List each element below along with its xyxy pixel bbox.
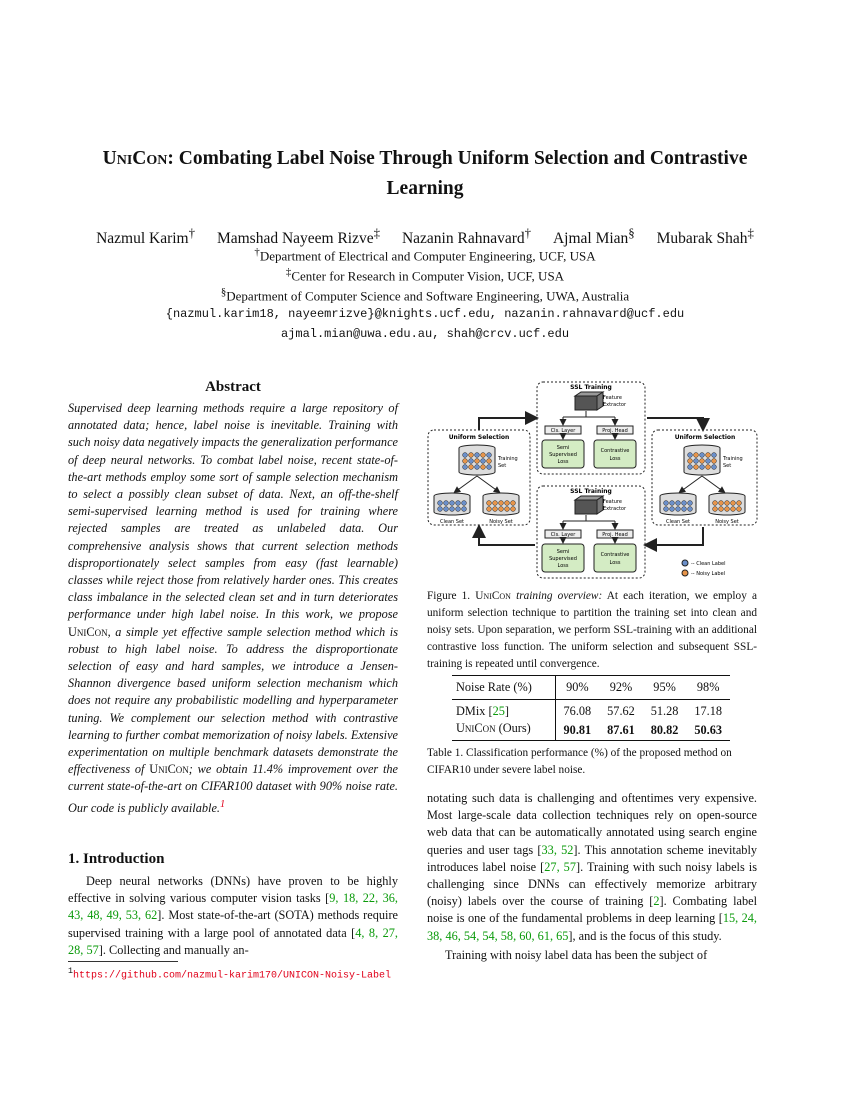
feature-extractor-icon — [575, 496, 603, 514]
sample-dot — [688, 501, 693, 506]
sample-dot — [694, 459, 699, 464]
intro-heading: 1. Introduction — [68, 851, 165, 867]
sample-dot — [456, 507, 461, 512]
fe-label-1: Feature — [603, 395, 622, 401]
intro-body: Deep neural networks (DNNs) have proven to be highly effective in solving various computer vision tasks [9, 18, 22, 36, 43, 48, 49, 53, 62]. Most state-of-the-art (SOTA) methods require supervised training with a large pool of annotated data [4, 8, 27, 28, 57]. Collecting and manually an- — [68, 874, 399, 957]
author-list — [40, 225, 810, 248]
sample-dot — [475, 465, 480, 470]
sample-dot — [712, 453, 717, 458]
sample-dot — [469, 459, 474, 464]
table-row: DMix [25] 76.08 57.62 51.28 17.18 — [452, 700, 730, 721]
sample-dot — [463, 465, 468, 470]
author-2: Mamshad Nayeem Rizve‡ — [216, 225, 381, 248]
sample-dot — [688, 459, 693, 464]
sample-dot — [475, 453, 480, 458]
svg-text:Loss: Loss — [557, 563, 569, 569]
svg-text:Uniform Selection: Uniform Selection — [674, 434, 736, 441]
legend-clean-swatch — [682, 560, 688, 566]
svg-text:Feature: Feature — [603, 499, 622, 505]
sample-dot — [700, 459, 705, 464]
legend-noisy-swatch — [682, 570, 688, 576]
abstract-body: Supervised deep learning methods require a large repository of annotated data; hence, label noise is inevitable. Training with such noisy data negatively impacts the generalization performance of deep neural networks. To combat label noise, recent state-of-the-art methods employ some sort of sample selection mechanism to select a possibly clean subset of data. Next, an off-the-shelf semi-supervised learning method is used for training where rejected samples are treated as unlabeled data. Our comprehensive analysis shows that current selection methods disproportionately select samples from easy (fast learnable) classes while reject those from relatively harder ones. This creates class imbalance in the selected clean set and in turn deteriorates performance under high label noise. In this work, we propose UniCon, a simple yet effective sample selection method which is robust to high label noise. To address the disproportionate selection of easy and hard samples, we introduce a Jensen-Shannon divergence based uniform selection mechanism which does not require any probabilistic modelling and hyperparameter tuning. We complement our selection method with contrastive learning to further combat memorization of noisy labels. Extensive experimentation on multiple benchmark datasets demonstrate the effectiveness of UniCon; we obtain 11.4% improvement over the current state-of-the-art on CIFAR100 dataset with 90% noise rate. Our code is publicly available.$^1$ — [68, 401, 398, 815]
sample-dot — [700, 453, 705, 458]
sample-dot — [511, 507, 516, 512]
sample-dot — [712, 465, 717, 470]
sample-dot — [438, 501, 443, 506]
table-1-caption: Table 1. Classification performance (%) of the proposed method on CIFAR10 under severe label noise. — [427, 747, 732, 776]
title-unicon-1: Uni — [102, 148, 133, 169]
citation-link[interactable]: 27, 57 — [544, 859, 576, 874]
sample-dot — [706, 453, 711, 458]
affiliation-1: †Department of Electrical and Computer Engineering, UCF, USA — [254, 246, 596, 264]
abstract-heading: Abstract — [205, 379, 261, 395]
sample-dot — [499, 501, 504, 506]
sample-dot — [719, 501, 724, 506]
right-column-body: notating such data is challenging and oftentimes very expensive. Most large-scale data collection techniques rely on open-source web data that can be automatically annotated using search engine queries and user tags [33, 52]. This annotation scheme inevitably introduces label noise [27, 57]. Training with such noisy labels is challenging since DNNs can effectively memorize arbitrary (noisy) labels over the course of training [2]. Combating label noise is one of the fundamental problems in deep learning [15, 24, 38, 46, 54, 54, 58, 60, 61, 65], and is the focus of this study. Training with noisy label data has been the subject of — [427, 791, 758, 962]
email-line-2: ajmal.mian@uwa.edu.au, shah@crcv.ucf.edu — [280, 327, 570, 341]
citation-link[interactable]: 2 — [653, 894, 660, 909]
svg-text:Clean Set: Clean Set — [666, 519, 690, 525]
sample-dot — [469, 465, 474, 470]
sample-dot — [706, 465, 711, 470]
proj-head-label: Proj. Head — [602, 428, 628, 434]
sample-dot — [725, 507, 730, 512]
email-line-1: {nazmul.karim18, nayeemrizve}@knights.ucf.edu, nazanin.rahnavard@ucf.edu — [165, 307, 685, 321]
svg-text:Contrastive: Contrastive — [600, 448, 630, 454]
title-line2: Learning — [386, 178, 464, 199]
citation-link[interactable]: 4, 8, 27, 28, 57 — [68, 925, 398, 957]
sample-dot — [712, 459, 717, 464]
svg-text:Clean Set: Clean Set — [440, 519, 464, 525]
figure-1-diagram — [425, 380, 760, 580]
author-1: Nazmul Karim† — [96, 225, 196, 248]
svg-text:Extractor: Extractor — [603, 506, 627, 512]
sample-dot — [682, 501, 687, 506]
svg-text:Cls. Layer: Cls. Layer — [550, 532, 576, 538]
citation-link[interactable]: 25 — [492, 704, 505, 718]
figure-1-caption: Figure 1. UniCon training overview: At each iteration, we employ a uniform selection technique to partition the training set into clean and noisy sets. Upon separation, we perform SSL-training with an additional contrastive loss function. The uniform selection and subsequent SSL-training is repeated until convergence. — [427, 590, 757, 670]
contrastive-loss-box — [594, 440, 636, 468]
title-rest: : Combating Label Noise Through Uniform Selection and Contrastive — [167, 148, 748, 169]
author-4: Ajmal Mian§ — [552, 225, 635, 248]
sample-dot — [664, 501, 669, 506]
sample-dot — [737, 501, 742, 506]
citation-link[interactable]: 15, 24, 38, 46, 54, 54, 58, 60, 61, 65 — [427, 911, 757, 943]
sample-dot — [731, 501, 736, 506]
affiliation-3: §Department of Computer Science and Software Engineering, UWA, Australia — [220, 286, 630, 304]
citation-link[interactable]: 33, 52 — [541, 842, 574, 857]
sample-dot — [505, 507, 510, 512]
sample-dot — [493, 501, 498, 506]
sample-dot — [487, 507, 492, 512]
svg-text:Loss: Loss — [609, 456, 621, 462]
sample-dot — [487, 453, 492, 458]
svg-text:Proj. Head: Proj. Head — [602, 532, 628, 538]
sample-dot — [487, 465, 492, 470]
sample-dot — [706, 459, 711, 464]
legend-noisy-label: -- Noisy Label — [691, 571, 726, 577]
sample-dot — [676, 501, 681, 506]
footnote-url[interactable]: https://github.com/nazmul-karim170/UNICON-Noisy-Label — [73, 970, 392, 982]
author-3: Nazanin Rahnavard† — [401, 225, 532, 248]
sample-dot — [664, 507, 669, 512]
sample-dot — [481, 453, 486, 458]
contrastive-loss-box — [594, 544, 636, 572]
results-table — [452, 675, 730, 741]
svg-text:Semi: Semi — [556, 549, 570, 555]
svg-text:Loss: Loss — [557, 459, 569, 465]
legend-clean-label: -- Clean Label — [691, 561, 726, 567]
footnote-ref[interactable]: 1 — [219, 798, 226, 810]
svg-text:Noisy Set: Noisy Set — [715, 519, 739, 525]
sample-dot — [725, 501, 730, 506]
svg-text:Supervised: Supervised — [549, 452, 577, 458]
sample-dot — [682, 507, 687, 512]
citation-link[interactable]: 9, 18, 22, 36, 43, 48, 49, 53, 62 — [68, 891, 398, 923]
affiliation-2: ‡Center for Research in Computer Vision, UCF, USA — [285, 266, 565, 284]
sample-dot — [737, 507, 742, 512]
sample-dot — [481, 465, 486, 470]
sample-dot — [499, 507, 504, 512]
sample-dot — [731, 507, 736, 512]
sample-dot — [475, 459, 480, 464]
sample-dot — [462, 507, 467, 512]
svg-text:Loss: Loss — [609, 560, 621, 566]
sample-dot — [670, 501, 675, 506]
svg-text:Training: Training — [498, 456, 518, 462]
sample-dot — [450, 507, 455, 512]
sample-dot — [481, 459, 486, 464]
sample-dot — [487, 501, 492, 506]
footnote: $^1$https://github.com/nazmul-karim170/UNICON-Noisy-Label — [68, 966, 392, 982]
footnote-rule — [68, 961, 178, 962]
table-row: UniCon (Ours) 90.81 87.61 80.82 50.63 — [452, 720, 730, 741]
cls-layer-label: Cls. Layer — [550, 428, 576, 434]
svg-text:Semi: Semi — [556, 445, 570, 451]
svg-text:Noisy Set: Noisy Set — [489, 519, 513, 525]
sample-dot — [463, 459, 468, 464]
sample-dot — [450, 501, 455, 506]
title-unicon-2: Con — [132, 148, 168, 169]
sample-dot — [505, 501, 510, 506]
sample-dot — [694, 465, 699, 470]
sample-dot — [456, 501, 461, 506]
svg-text:Set: Set — [498, 463, 507, 469]
sample-dot — [438, 507, 443, 512]
svg-text:Supervised: Supervised — [549, 556, 577, 562]
svg-text:Set: Set — [723, 463, 732, 469]
sample-dot — [713, 507, 718, 512]
paper-title — [60, 144, 790, 204]
sample-dot — [462, 501, 467, 506]
table-header-row: Noise Rate (%) 90% 92% 95% 98% — [452, 676, 730, 700]
sample-dot — [493, 507, 498, 512]
unicon-name: UniCon — [149, 762, 189, 777]
sample-dot — [719, 507, 724, 512]
ssl-title-top: SSL Training — [570, 384, 612, 391]
sample-dot — [511, 501, 516, 506]
svg-text:Contrastive: Contrastive — [600, 552, 630, 558]
sample-dot — [444, 507, 449, 512]
sample-dot — [487, 459, 492, 464]
sample-dot — [688, 453, 693, 458]
sample-dot — [694, 453, 699, 458]
sample-dot — [713, 501, 718, 506]
feature-extractor-icon — [575, 392, 603, 410]
ssl-title-bottom: SSL Training — [570, 488, 612, 495]
svg-text:Training: Training — [723, 456, 743, 462]
author-5: Mubarak Shah‡ — [656, 225, 754, 248]
svg-text:Uniform Selection: Uniform Selection — [448, 434, 510, 441]
sample-dot — [688, 507, 693, 512]
unicon-name: UniCon — [68, 624, 108, 639]
fe-label-2: Extractor — [603, 402, 627, 408]
sample-dot — [670, 507, 675, 512]
sample-dot — [676, 507, 681, 512]
sample-dot — [688, 465, 693, 470]
sample-dot — [700, 465, 705, 470]
sample-dot — [444, 501, 449, 506]
sample-dot — [463, 453, 468, 458]
sample-dot — [469, 453, 474, 458]
